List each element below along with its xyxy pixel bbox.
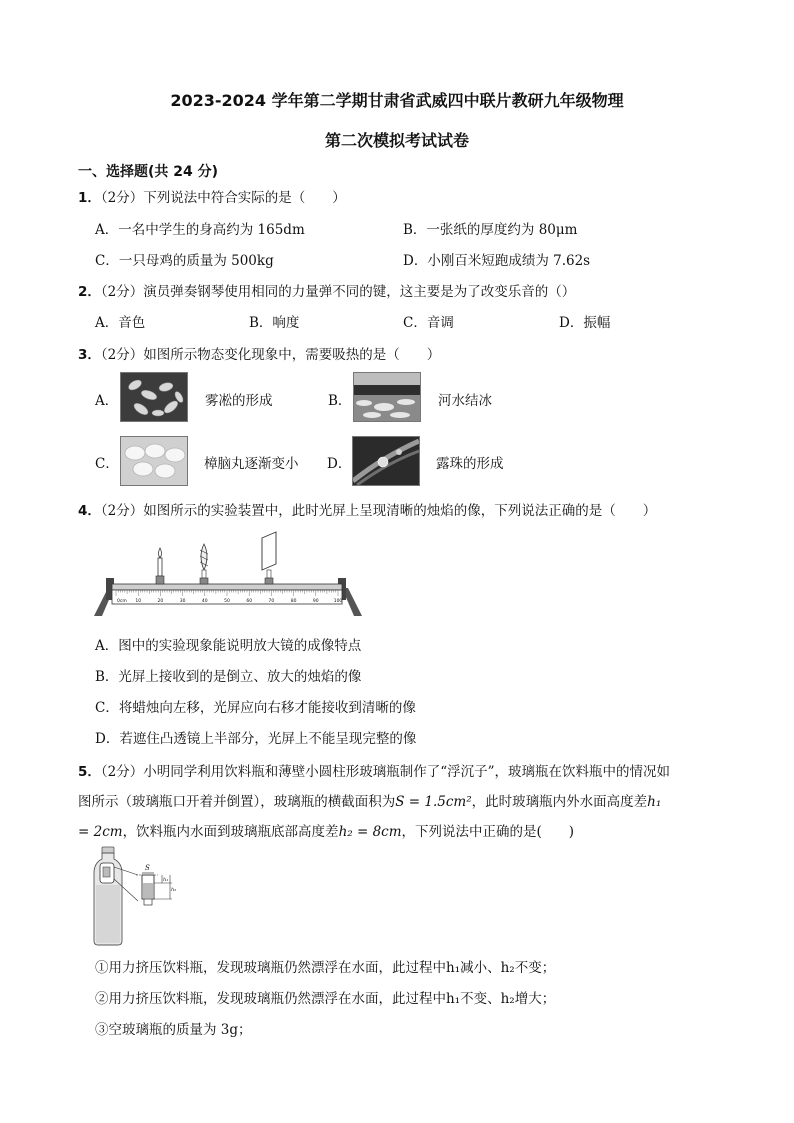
mothballs-photo: [120, 436, 188, 486]
frozen-river-image: [354, 373, 420, 421]
question-score: （2分）: [100, 284, 144, 300]
q1-option-a[interactable]: A．一名中学生的身高约为 165dm: [95, 222, 305, 238]
q1-option-d[interactable]: D．小刚百米短跑成绩为 7.62s: [403, 253, 591, 269]
question-2-stem: [78, 280, 575, 300]
question-1-stem: [78, 186, 346, 206]
mothballs-image: [121, 437, 187, 485]
h1-formula: = 2cm: [78, 824, 123, 840]
scale-tick-label: 10: [135, 599, 142, 604]
question-4-stem: [78, 499, 656, 519]
dewdrop-image: [353, 437, 419, 485]
statement-text: 空玻璃瓶的质量为 3g；: [108, 1022, 252, 1038]
plastic-bottle: [94, 847, 122, 945]
scale-tick-label: 40: [201, 599, 208, 604]
h1-symbol: h₁: [647, 794, 662, 810]
area-formula: S = 1.5cm²: [395, 794, 472, 810]
q3-option-a-letter[interactable]: A．: [95, 393, 119, 409]
statement-mark: ①: [95, 960, 109, 976]
q2-option-c[interactable]: C．音调: [403, 315, 454, 331]
question-3-stem: [78, 343, 440, 363]
q1-option-c[interactable]: C．一只母鸡的质量为 500kg: [95, 253, 274, 269]
question-number: 3．: [78, 347, 101, 363]
q3-option-d-caption: 露珠的形成: [436, 456, 504, 472]
frost-rime-photo: [120, 372, 188, 422]
question-number: 5．: [78, 764, 101, 780]
bottle-diver-figure: [92, 845, 192, 947]
h2-label: h₂: [171, 887, 177, 893]
q3-option-c-caption: 樟脑丸逐渐变小: [204, 456, 299, 472]
convex-lens: [200, 544, 208, 584]
q5-statement-3[interactable]: [95, 1018, 252, 1038]
question-text: ，下列说法中正确的是( ): [401, 824, 575, 840]
q4-option-b[interactable]: B．光屏上接收到的是倒立、放大的烛焰的像: [95, 669, 362, 685]
light-screen: [262, 532, 276, 584]
scale-tick-label: 60: [246, 599, 253, 604]
dewdrop-photo: [352, 436, 420, 486]
statement-mark: ②: [95, 991, 109, 1007]
question-5-stem-line2: [78, 790, 661, 810]
q3-option-b-caption: 河水结冰: [438, 393, 492, 409]
frost-rime-image: [121, 373, 187, 421]
statement-text: 用力挤压饮料瓶，发现玻璃瓶仍然漂浮在水面，此过程中h₁减小、h₂不变；: [108, 960, 556, 976]
q4-option-a[interactable]: A．图中的实验现象能说明放大镜的成像特点: [95, 638, 362, 654]
question-score: （2分）: [100, 190, 144, 206]
question-5-stem-line3: [78, 820, 574, 840]
q3-option-d-letter[interactable]: D．: [327, 456, 352, 472]
scale-tick-label: 70: [268, 599, 275, 604]
statement-mark: ③: [95, 1022, 109, 1038]
question-text: ，此时玻璃瓶内外水面高度差: [471, 794, 648, 810]
question-number: 2．: [78, 284, 101, 300]
question-text: 小明同学利用饮料瓶和薄壁小圆柱形玻璃瓶制作了“浮沉子”，玻璃瓶在饮料瓶中的情况如: [143, 764, 671, 780]
section-heading: 一、选择题(共 24 分): [78, 164, 219, 180]
scale-tick-label: 90: [312, 599, 319, 604]
question-number: 4．: [78, 503, 101, 519]
statement-text: 用力挤压饮料瓶，发现玻璃瓶仍然漂浮在水面，此过程中h₁不变、h₂增大；: [108, 991, 556, 1007]
q2-option-d[interactable]: D．振幅: [559, 315, 611, 331]
q2-option-b[interactable]: B．响度: [249, 315, 300, 331]
question-score: （2分）: [100, 503, 144, 519]
scale-tick-label: 80: [290, 599, 297, 604]
area-label-s: S: [145, 864, 150, 872]
scale-tick-label: 50: [224, 599, 230, 604]
question-text: 如图所示物态变化现象中，需要吸热的是（ ）: [143, 347, 441, 363]
question-number: 1．: [78, 190, 101, 206]
question-5-stem-line1: [78, 760, 670, 780]
scale-tick-label: 20: [157, 599, 164, 604]
q2-option-a[interactable]: A．音色: [95, 315, 146, 331]
candle: [156, 548, 164, 584]
bench-rail: [112, 584, 342, 590]
scale-tick-label: 100: [333, 599, 343, 604]
exam-title-line2: 第二次模拟考试试卷: [324, 131, 469, 150]
h2-formula: h₂ = 8cm: [338, 824, 402, 840]
question-score: （2分）: [100, 347, 144, 363]
h1-label: h₁: [163, 877, 169, 883]
optical-bench-figure: [92, 528, 364, 618]
question-text: 演员弹奏钢琴使用相同的力量弹不同的键，这主要是为了改变乐音的（）: [143, 284, 576, 300]
question-score: （2分）: [100, 764, 144, 780]
q3-option-c-letter[interactable]: C．: [95, 456, 119, 472]
q3-option-a-caption: 雾凇的形成: [205, 393, 273, 409]
q1-option-b[interactable]: B．一张纸的厚度约为 80μm: [403, 222, 578, 238]
scale-tick-label: 0cm: [117, 599, 127, 604]
exam-title-line1: 2023-2024 学年第二学期甘肃省武威四中联片教研九年级物理: [170, 91, 624, 110]
question-text: 图所示（玻璃瓶口开着并倒置），玻璃瓶的横截面积为: [78, 794, 396, 810]
q5-statement-1[interactable]: [95, 956, 555, 976]
q4-option-c[interactable]: C．将蜡烛向左移，光屏应向右移才能接收到清晰的像: [95, 700, 416, 716]
q4-option-d[interactable]: D．若遮住凸透镜上半部分，光屏上不能呈现完整的像: [95, 731, 417, 747]
frozen-river-photo: [353, 372, 421, 422]
q3-option-b-letter[interactable]: B．: [328, 393, 352, 409]
question-text: ，饮料瓶内水面到玻璃瓶底部高度差: [122, 824, 339, 840]
q5-statement-2[interactable]: [95, 987, 555, 1007]
scale-tick-label: 30: [179, 599, 186, 604]
question-text: 如图所示的实验装置中，此时光屏上呈现清晰的烛焰的像，下列说法正确的是（ ）: [143, 503, 657, 519]
question-text: 下列说法中符合实际的是（ ）: [143, 190, 346, 206]
